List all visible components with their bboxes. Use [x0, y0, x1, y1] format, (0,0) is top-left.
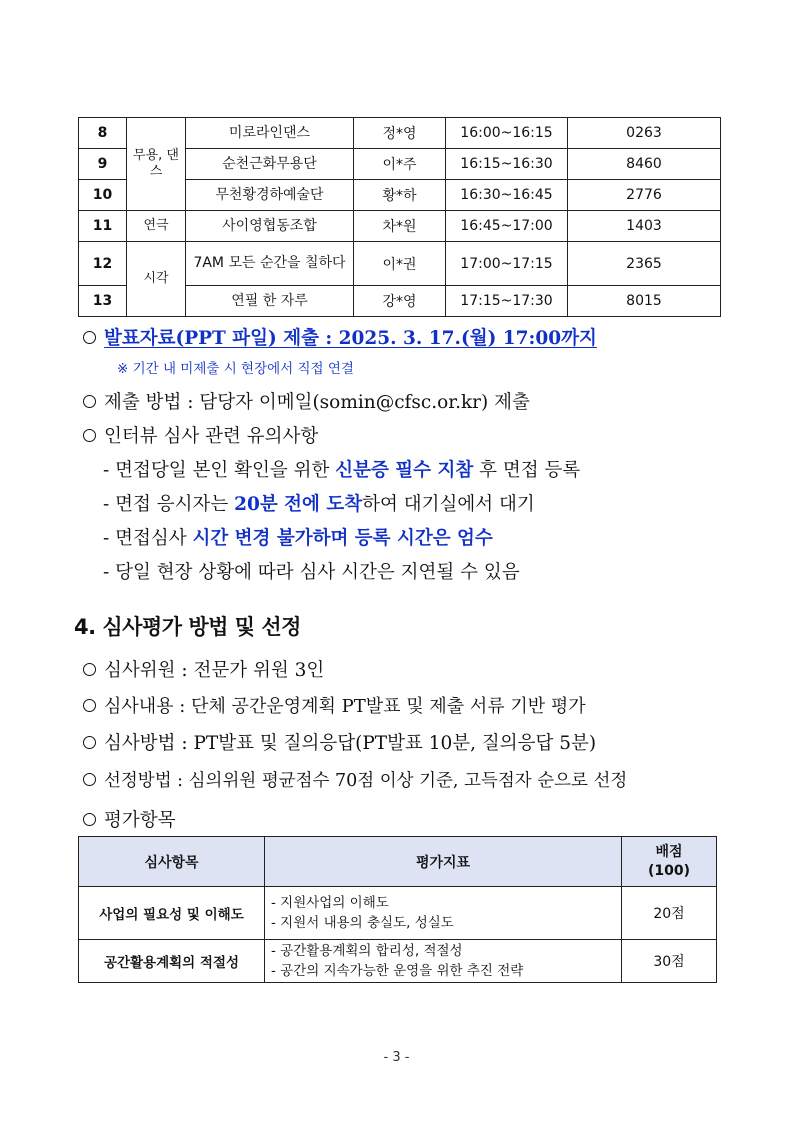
interview-item-2: [103, 490, 535, 516]
item-emphasis: 20분 전에 도착: [234, 494, 363, 515]
eval-indicator: [265, 887, 622, 940]
genre-cell: 무용, 댄스: [127, 118, 186, 211]
indicator-line: - 공간의 지속가능한 운영을 위한 추진 전략: [271, 963, 524, 979]
eval-score: 30점: [622, 940, 717, 983]
time-slot: 17:00~17:15: [446, 242, 568, 286]
evaluation-table: [78, 836, 717, 983]
deadline-text: 발표자료(PPT 파일) 제출 : 2025. 3. 17.(월) 17:00까지: [104, 328, 597, 349]
row-number: 8: [79, 118, 127, 149]
eval-title-line: [83, 806, 175, 832]
applicant-name: 이*주: [354, 149, 446, 180]
header-score: [622, 837, 717, 887]
eval-score: 20점: [622, 887, 717, 940]
genre-cell: 연극: [127, 211, 186, 242]
eval-item: 사업의 필요성 및 이해도: [79, 887, 265, 940]
item-text: 후 면접 등록: [473, 460, 581, 481]
eval-title-text: 평가항목: [104, 810, 176, 831]
time-slot: 16:30~16:45: [446, 180, 568, 211]
indicator-line: - 지원서 내용의 충실도, 성실도: [271, 915, 454, 931]
method-text: 심사방법 : PT발표 및 질의응답(PT발표 10분, 질의응답 5분): [104, 733, 597, 754]
interview-title: [83, 422, 318, 448]
judges-text: 심사위원 : 전문가 위원 3인: [104, 660, 325, 681]
eval-item: 공간활용계획의 적절성: [79, 940, 265, 983]
team-name: 연필 한 자루: [186, 286, 354, 317]
circle-bullet-icon: [83, 813, 96, 826]
method-line: [83, 729, 596, 755]
header-score-line1: 배점: [655, 843, 683, 860]
applicant-name: 강*영: [354, 286, 446, 317]
header-score-line2: (100): [647, 862, 691, 879]
judges-line: [83, 656, 324, 682]
item-text: 하여 대기실에서 대기: [362, 494, 535, 515]
row-number: 9: [79, 149, 127, 180]
applicant-name: 이*권: [354, 242, 446, 286]
circle-bullet-icon: [83, 663, 96, 676]
submission-deadline: [83, 324, 597, 350]
row-number: 13: [79, 286, 127, 317]
section-heading: 4. 심사평가 방법 및 선정: [74, 615, 301, 639]
circle-bullet-icon: [83, 736, 96, 749]
content-line: [83, 692, 586, 718]
interview-item-4: [103, 558, 520, 584]
time-slot: 17:15~17:30: [446, 286, 568, 317]
item-text: - 당일 현장 상황에 따라 심사 시간은 지연될 수 있음: [103, 562, 520, 583]
interview-title-text: 인터뷰 심사 관련 유의사항: [104, 426, 319, 447]
time-slot: 16:45~17:00: [446, 211, 568, 242]
selection-text: 선정방법 : 심의위원 평균점수 70점 이상 기준, 고득점자 순으로 선정: [104, 771, 628, 791]
applicant-code: 1403: [568, 211, 721, 242]
time-slot: 16:00~16:15: [446, 118, 568, 149]
table-row: [79, 118, 721, 149]
schedule-table: [78, 117, 721, 317]
table-header-row: [79, 837, 717, 887]
selection-line: [83, 767, 627, 792]
circle-bullet-icon: [83, 331, 96, 344]
indicator-line: - 지원사업의 이해도: [271, 895, 389, 911]
table-row: [79, 242, 721, 286]
applicant-name: 차*원: [354, 211, 446, 242]
applicant-code: 8460: [568, 149, 721, 180]
row-number: 11: [79, 211, 127, 242]
table-row: [79, 211, 721, 242]
interview-item-1: [103, 456, 580, 482]
applicant-code: 0263: [568, 118, 721, 149]
circle-bullet-icon: [83, 395, 96, 408]
applicant-name: 정*영: [354, 118, 446, 149]
applicant-code: 2776: [568, 180, 721, 211]
header-item: 심사항목: [79, 837, 265, 887]
circle-bullet-icon: [83, 773, 96, 786]
table-row: [79, 940, 717, 983]
indicator-line: - 공간활용계획의 합리성, 적절성: [271, 943, 463, 959]
circle-bullet-icon: [83, 699, 96, 712]
applicant-name: 황*하: [354, 180, 446, 211]
content-text: 심사내용 : 단체 공간운영계획 PT발표 및 제출 서류 기반 평가: [104, 696, 586, 717]
item-text: - 면접심사: [103, 528, 193, 549]
circle-bullet-icon: [83, 429, 96, 442]
submission-method: [83, 388, 530, 414]
submission-note: ※ 기간 내 미제출 시 현장에서 직접 연결: [117, 361, 354, 377]
team-name: 순천근화무용단: [186, 149, 354, 180]
item-emphasis: 시간 변경 불가하며 등록 시간은 엄수: [192, 528, 493, 549]
item-text: - 면접당일 본인 확인을 위한: [103, 460, 336, 481]
team-name: 사이영협동조합: [186, 211, 354, 242]
interview-item-3: [103, 524, 493, 550]
eval-indicator: [265, 940, 622, 983]
time-slot: 16:15~16:30: [446, 149, 568, 180]
table-row: [79, 887, 717, 940]
team-name: 무천황경하예술단: [186, 180, 354, 211]
row-number: 12: [79, 242, 127, 286]
item-text: - 면접 응시자는: [103, 494, 235, 515]
header-indicator: 평가지표: [265, 837, 622, 887]
submission-method-text: 제출 방법 : 담당자 이메일(somin@cfsc.or.kr) 제출: [104, 392, 530, 413]
page-number: - 3 -: [383, 1050, 410, 1065]
item-emphasis: 신분증 필수 지참: [335, 460, 474, 481]
team-name: 미로라인댄스: [186, 118, 354, 149]
row-number: 10: [79, 180, 127, 211]
applicant-code: 8015: [568, 286, 721, 317]
applicant-code: 2365: [568, 242, 721, 286]
team-name: 7AM 모든 순간을 칠하다: [186, 242, 354, 286]
genre-cell: 시각: [127, 242, 186, 317]
